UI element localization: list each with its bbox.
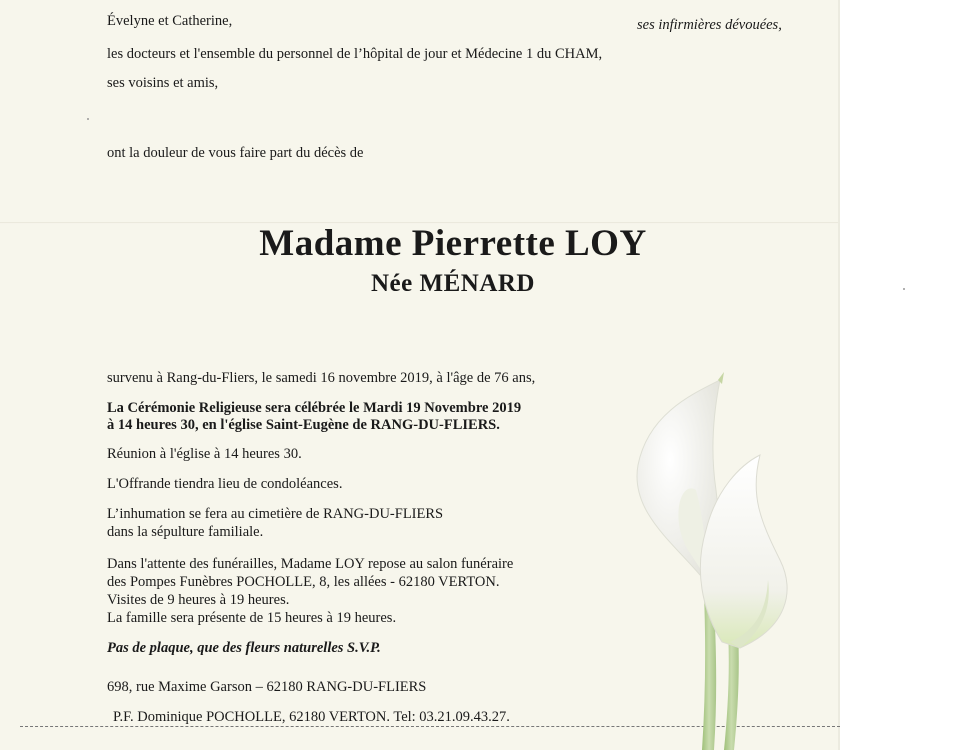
burial-line-1: L’inhumation se fera au cimetière de RANG-DU-FLIERS — [107, 506, 444, 522]
paper-edge — [838, 0, 840, 750]
burial-line-2: dans la sépulture familiale. — [107, 524, 264, 540]
rest-line-3: Visites de 9 heures à 19 heures. — [107, 592, 290, 608]
ceremony-line-2: à 14 heures 30, en l'église Saint-Eugène de RANG-DU-FLIERS. — [107, 417, 500, 433]
announce-line: ont la douleur de vous faire part du décès de — [107, 145, 364, 161]
offering-line: L'Offrande tiendra lieu de condoléances. — [107, 476, 343, 492]
family-line: Évelyne et Catherine, — [107, 13, 233, 29]
death-notice: survenu à Rang-du-Fliers, le samedi 16 novembre 2019, à l'âge de 76 ans, — [107, 370, 536, 386]
family-address: 698, rue Maxime Garson – 62180 RANG-DU-FLIERS — [107, 679, 427, 695]
funeral-home-line: P.F. Dominique POCHOLLE, 62180 VERTON. Tel: 03.21.09.43.27. — [113, 709, 510, 725]
rest-line-1: Dans l'attente des funérailles, Madame LOY repose au salon funéraire — [107, 556, 514, 572]
staff-line: les docteurs et l'ensemble du personnel de l’hôpital de jour et Médecine 1 du CHAM, — [107, 46, 603, 62]
meeting-line: Réunion à l'église à 14 heures 30. — [107, 446, 302, 462]
paper-speck — [87, 118, 89, 120]
calla-lily-illustration — [610, 370, 830, 750]
rest-line-2: des Pompes Funèbres POCHOLLE, 8, les allées - 62180 VERTON. — [107, 574, 500, 590]
flowers-note: Pas de plaque, que des fleurs naturelles S.V.P. — [107, 640, 381, 656]
deceased-name: Madame Pierrette LOY — [259, 223, 647, 264]
ceremony-line-1: La Cérémonie Religieuse sera célébrée le Mardi 19 Novembre 2019 — [107, 400, 522, 416]
rest-line-4: La famille sera présente de 15 heures à 19 heures. — [107, 610, 397, 626]
neighbours-line: ses voisins et amis, — [107, 75, 219, 91]
nurses-line: ses infirmières dévouées, — [637, 17, 782, 33]
maiden-name: Née MÉNARD — [371, 270, 535, 297]
